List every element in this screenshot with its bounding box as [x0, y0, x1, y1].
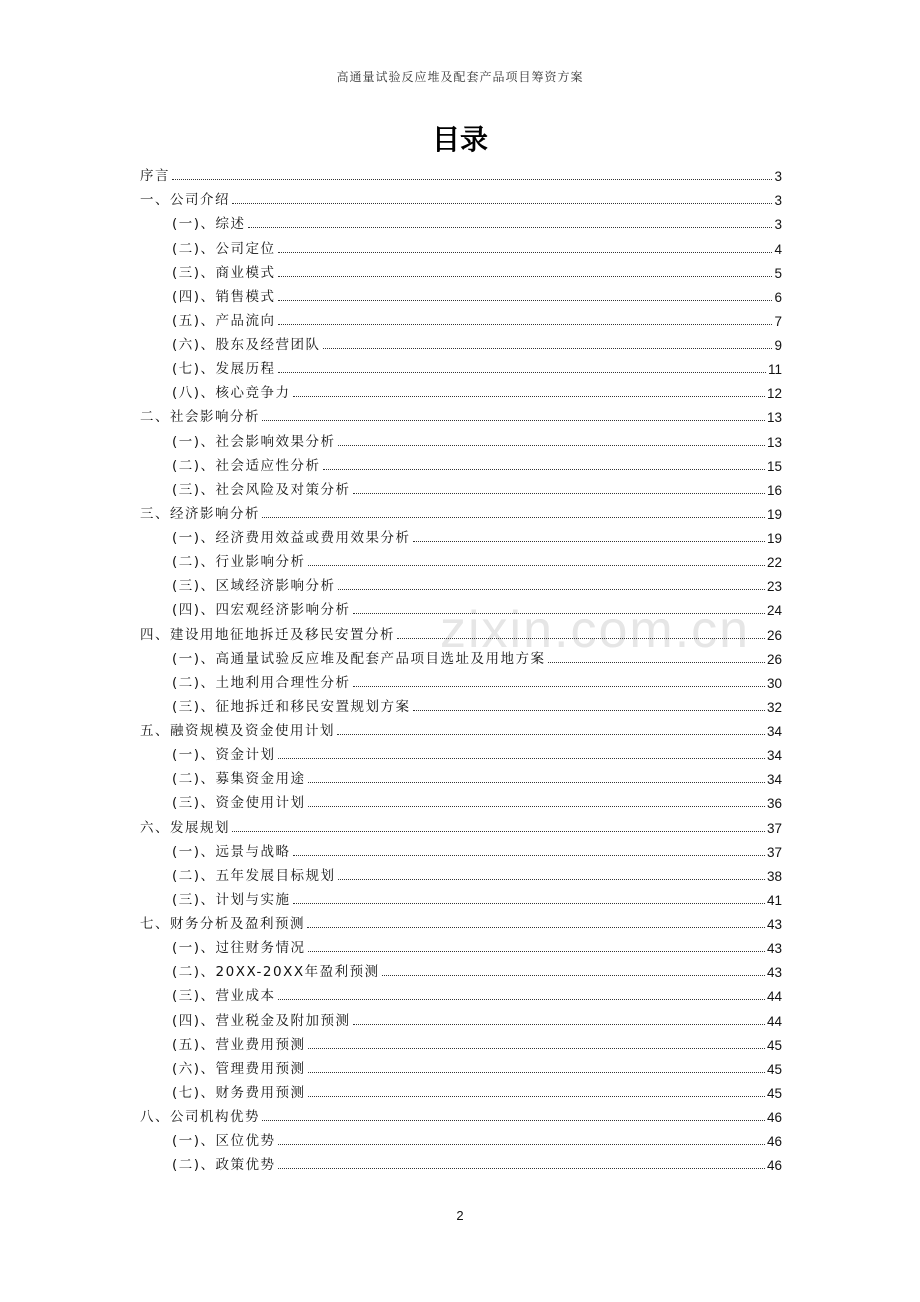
toc-section-entry[interactable] [140, 956, 782, 980]
toc-entry-page: 37 [766, 820, 782, 836]
toc-section-entry[interactable] [140, 1053, 782, 1077]
toc-entry-page: 5 [774, 265, 782, 281]
toc-entry-page: 13 [766, 410, 782, 426]
toc-entry-text: (二)、土地利用合理性分析 [172, 674, 351, 691]
toc-dot-leader [308, 951, 765, 952]
toc-section-entry[interactable] [140, 1125, 782, 1149]
toc-dot-leader [382, 975, 765, 976]
toc-section-entry[interactable] [140, 353, 782, 377]
toc-entry-text: (一)、经济费用效益或费用效果分析 [172, 530, 411, 546]
toc-entry-text: (三)、区域经济影响分析 [172, 578, 336, 595]
toc-section-entry[interactable] [140, 522, 782, 546]
toc-dot-leader [262, 517, 765, 518]
toc-entry-page: 19 [766, 531, 782, 546]
toc-section-entry[interactable] [140, 450, 782, 474]
toc-entry-text: (二)、行业影响分析 [172, 554, 306, 571]
toc-dot-leader [278, 372, 766, 373]
toc-dot-leader [308, 806, 765, 807]
toc-entry-text: (一)、区位优势 [172, 1133, 276, 1150]
toc-title: 目录 [431, 123, 488, 156]
toc-chapter-entry[interactable] [140, 498, 782, 522]
toc-entry-text: (三)、资金使用计划 [172, 795, 306, 812]
toc-section-entry[interactable] [140, 1149, 782, 1173]
toc-entry-page: 23 [766, 579, 782, 595]
toc-entry-page: 19 [766, 506, 782, 522]
toc-entry-page: 34 [766, 748, 782, 764]
toc-entry-text: (四)、四宏观经济影响分析 [172, 602, 351, 619]
page-number: 2 [456, 1208, 464, 1223]
toc-chapter-entry[interactable] [140, 1101, 782, 1125]
toc-section-entry[interactable] [140, 546, 782, 570]
toc-entry-text: (四)、销售模式 [172, 288, 276, 305]
toc-dot-leader [548, 662, 765, 663]
toc-entry-text: (六)、管理费用预测 [172, 1060, 306, 1077]
toc-dot-leader [278, 276, 773, 277]
toc-section-entry[interactable] [140, 980, 782, 1004]
toc-entry-text: (七)、发展历程 [172, 361, 276, 378]
toc-dot-leader [293, 855, 765, 856]
toc-entry-page: 26 [766, 651, 782, 667]
toc-entry-text: 七、财务分析及盈利预测 [140, 916, 305, 932]
toc-entry-page: 24 [766, 603, 782, 619]
toc-entry-text: (三)、征地拆迁和移民安置规划方案 [172, 698, 411, 715]
toc-section-entry[interactable] [140, 594, 782, 618]
toc-chapter-entry[interactable] [140, 908, 782, 932]
toc-section-entry[interactable] [140, 1029, 782, 1053]
toc-entry-text: (六)、股东及经营团队 [172, 337, 321, 353]
toc-entry-text: (一)、资金计划 [172, 747, 276, 764]
toc-entry-page: 37 [766, 844, 782, 860]
toc-section-entry[interactable] [140, 281, 782, 305]
toc-dot-leader [278, 1168, 765, 1169]
toc-section-entry[interactable] [140, 257, 782, 281]
toc-dot-leader [278, 758, 765, 759]
toc-section-entry[interactable] [140, 474, 782, 498]
toc-dot-leader [338, 589, 765, 590]
toc-entry-page: 45 [766, 1037, 782, 1053]
toc-entry-page: 44 [766, 989, 782, 1005]
toc-entry-page: 9 [774, 338, 782, 353]
toc-section-entry[interactable] [140, 329, 782, 353]
toc-chapter-entry[interactable] [140, 618, 782, 642]
toc-dot-leader [308, 565, 765, 566]
toc-chapter-entry[interactable] [140, 184, 782, 208]
toc-dot-leader [232, 203, 772, 204]
toc-dot-leader [278, 1144, 765, 1145]
toc-dot-leader [413, 710, 765, 711]
toc-dot-leader [278, 324, 773, 325]
toc-section-entry[interactable] [140, 691, 782, 715]
toc-entry-page: 38 [766, 868, 782, 884]
toc-dot-leader [278, 999, 765, 1000]
toc-section-entry[interactable] [140, 305, 782, 329]
toc-section-entry[interactable] [140, 643, 782, 667]
toc-section-entry[interactable] [140, 425, 782, 449]
toc-entry-page: 15 [766, 458, 782, 474]
toc-section-entry[interactable] [140, 763, 782, 787]
toc-dot-leader [323, 348, 773, 349]
toc-entry-text: (五)、产品流向 [172, 312, 276, 329]
toc-entry-page: 45 [766, 1061, 782, 1077]
toc-entry-page: 3 [774, 169, 782, 185]
toc-chapter-entry[interactable] [140, 715, 782, 739]
watermark: zixin.com.cn [440, 601, 751, 659]
toc-entry-page: 36 [766, 796, 782, 812]
toc-section-entry[interactable] [140, 232, 782, 256]
toc-entry-page: 4 [774, 241, 782, 257]
toc-dot-leader [353, 1024, 765, 1025]
toc-dot-leader [353, 493, 765, 494]
toc-dot-leader [232, 831, 765, 832]
toc-entry-text: (八)、核心竞争力 [172, 385, 291, 402]
toc-entry-text: (三)、商业模式 [172, 264, 276, 281]
toc-entry-text: (三)、营业成本 [172, 988, 276, 1005]
toc-dot-leader [172, 179, 772, 180]
toc-dot-leader [353, 613, 765, 614]
toc-entry-page: 34 [766, 724, 782, 739]
toc-section-entry[interactable] [140, 1004, 782, 1028]
toc-dot-leader [308, 782, 765, 783]
toc-dot-leader [278, 252, 773, 253]
toc-entry-text: (三)、社会风险及对策分析 [172, 481, 351, 498]
toc-entry-page: 12 [766, 386, 782, 402]
toc-section-entry[interactable] [140, 836, 782, 860]
toc-dot-leader [338, 879, 765, 880]
toc-entry-text: 二、社会影响分析 [140, 409, 260, 426]
toc-entry-text: (三)、计划与实施 [172, 891, 291, 908]
toc-entry-text: (一)、高通量试验反应堆及配套产品项目选址及用地方案 [172, 650, 546, 667]
toc-entry-text: (二)、社会适应性分析 [172, 457, 321, 474]
toc-entry-page: 43 [766, 965, 782, 981]
toc-dot-leader [338, 445, 765, 446]
toc-section-entry[interactable] [140, 377, 782, 401]
toc-chapter-entry[interactable] [140, 401, 782, 425]
toc-entry-page: 32 [766, 699, 782, 715]
toc-dot-leader [248, 227, 773, 228]
toc-entry-page: 11 [767, 362, 782, 378]
toc-entry-text: (二)、募集资金用途 [172, 771, 306, 788]
toc-dot-leader [278, 300, 773, 301]
toc-entry-text: (一)、综述 [172, 216, 246, 233]
toc-section-entry[interactable] [140, 884, 782, 908]
toc-entry-page: 34 [766, 772, 782, 788]
toc-entry-text: 五、融资规模及资金使用计划 [140, 723, 335, 739]
toc-entry-text: (二)、公司定位 [172, 240, 276, 257]
toc-entry-text: 序言 [140, 168, 170, 185]
toc-entry-text: (一)、远景与战略 [172, 843, 291, 860]
toc-entry-page: 45 [766, 1085, 782, 1101]
toc-dot-leader [413, 541, 765, 542]
toc-section-entry[interactable] [140, 739, 782, 763]
toc-entry-text: (四)、营业税金及附加预测 [172, 1012, 351, 1029]
toc-section-entry[interactable] [140, 208, 782, 232]
toc-section-entry[interactable] [140, 860, 782, 884]
toc-entry-page: 43 [766, 917, 782, 932]
toc-dot-leader [307, 927, 765, 928]
toc-entry-page: 43 [766, 941, 782, 957]
toc-entry-page: 46 [766, 1134, 782, 1150]
toc-section-entry[interactable] [140, 570, 782, 594]
toc-entry-text: 三、经济影响分析 [140, 505, 260, 522]
toc-entry-text: (七)、财务费用预测 [172, 1084, 306, 1101]
toc-entry-page: 3 [774, 193, 782, 209]
toc-dot-leader [308, 1072, 765, 1073]
toc-chapter-entry[interactable] [140, 811, 782, 835]
toc-dot-leader [293, 396, 765, 397]
toc-entry-page: 41 [766, 892, 782, 908]
toc-entry-text: (五)、营业费用预测 [172, 1036, 306, 1053]
toc-entry-page: 7 [774, 313, 782, 329]
table-of-contents [140, 160, 782, 1173]
toc-entry-page: 26 [766, 627, 782, 643]
toc-dot-leader [353, 686, 765, 687]
toc-entry-page: 13 [766, 434, 782, 450]
toc-entry-text: 六、发展规划 [140, 819, 230, 836]
toc-entry-text: 八、公司机构优势 [140, 1109, 260, 1125]
toc-section-entry[interactable] [140, 667, 782, 691]
toc-entry-page: 44 [766, 1013, 782, 1029]
toc-entry-text: 四、建设用地征地拆迁及移民安置分析 [140, 626, 395, 643]
toc-entry-page: 46 [766, 1110, 782, 1125]
toc-dot-leader [323, 469, 765, 470]
toc-section-entry[interactable] [140, 1077, 782, 1101]
toc-dot-leader [262, 1120, 765, 1121]
toc-entry-text: (一)、社会影响效果分析 [172, 433, 336, 450]
toc-chapter-entry[interactable] [140, 160, 782, 184]
toc-entry-page: 46 [766, 1158, 782, 1174]
toc-entry-page: 30 [766, 675, 782, 691]
toc-entry-text: (二)、政策优势 [172, 1157, 276, 1174]
toc-section-entry[interactable] [140, 932, 782, 956]
toc-entry-text: 一、公司介绍 [140, 192, 230, 209]
toc-dot-leader [262, 420, 765, 421]
toc-dot-leader [397, 638, 765, 639]
toc-dot-leader [308, 1096, 765, 1097]
toc-entry-text: (二)、五年发展目标规划 [172, 867, 336, 884]
toc-entry-page: 22 [766, 555, 782, 571]
running-header: 高通量试验反应堆及配套产品项目筹资方案 [336, 70, 584, 84]
toc-entry-page: 16 [766, 482, 782, 498]
toc-dot-leader [337, 734, 765, 735]
toc-entry-page: 3 [774, 217, 782, 233]
toc-section-entry[interactable] [140, 787, 782, 811]
toc-entry-text: (一)、过往财务情况 [172, 940, 306, 957]
toc-entry-page: 6 [774, 289, 782, 305]
toc-dot-leader [293, 903, 765, 904]
toc-entry-text: (二)、20XX-20XX年盈利预测 [172, 964, 380, 981]
toc-dot-leader [308, 1048, 765, 1049]
